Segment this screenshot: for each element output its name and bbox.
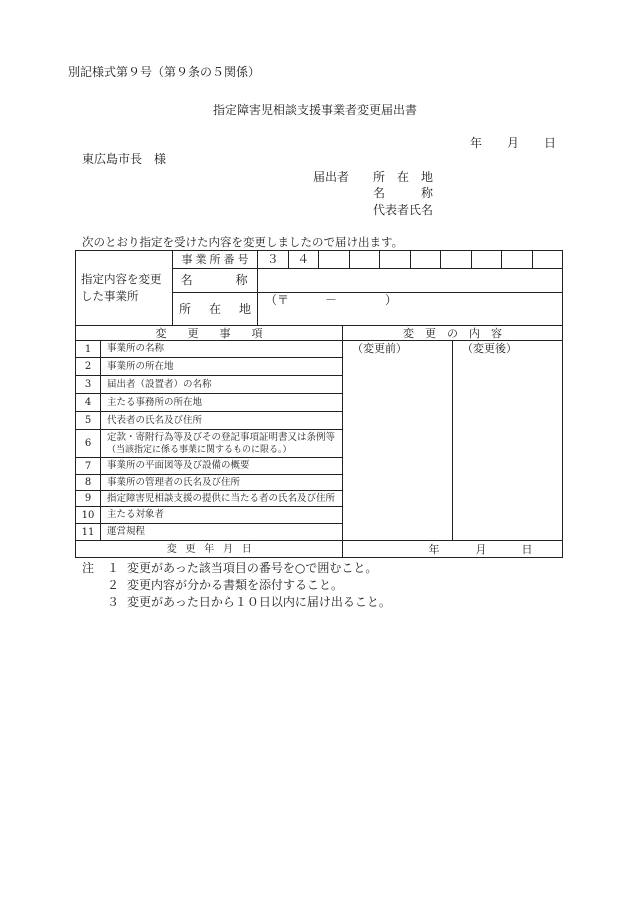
item-label-cell [101,430,343,458]
content-header: 変 更 の 内 容 [343,326,563,341]
after-change-cell [453,341,563,541]
note-text: 変更内容が分かる書類を添付すること。 [127,578,344,592]
item-number: 6 [76,430,101,458]
office-number-digit: ４ [289,251,320,269]
note-number: ３ [107,595,120,609]
item-label: 事業所の名称 [101,341,343,358]
after-change-label: （変更後） [462,342,517,355]
office-address-label: 所 在 地 [173,293,258,326]
change-date-month: 月 [475,543,487,556]
note-number: ２ [107,578,120,592]
office-number-digit-empty [472,251,503,269]
office-number-digit-empty [380,251,411,269]
office-number-digit-empty [533,251,564,269]
before-change-label: （変更前） [352,342,407,355]
item-label: 事業所の平面図等及び設備の概要 [101,458,343,475]
items-header: 変 更 事 項 [76,326,343,341]
postal-code-template: （〒 － ） [265,293,398,307]
office-number-digit: ３ [258,251,289,269]
submission-date-month: 月 [507,136,520,150]
submission-date-year: 年 [470,136,483,150]
item-label: 指定障害児相談支援の提供に当たる者の氏名及び住所 [101,491,343,507]
office-number-digit-empty [411,251,442,269]
notes-prefix: 注 [82,561,95,575]
item-label: 主たる事務所の所在地 [101,394,343,412]
change-date-label: 変 更 年 月 日 [76,541,343,558]
item-number: 9 [76,491,101,507]
item-label: 代表者の氏名及び住所 [101,412,343,430]
intro-text: 次のとおり指定を受けた内容を変更しましたので届け出ます。 [82,235,404,249]
item-number: 4 [76,394,101,412]
changed-office-label-cell [76,251,173,326]
applicant-name-label: 名 称 [373,186,434,200]
item-label: 運営規程 [101,524,343,541]
applicant-label: 届出者 [313,170,350,184]
note-text: 変更があった日から１０日以内に届け出ること。 [127,595,391,609]
submission-date [470,136,560,150]
item-number: 5 [76,412,101,430]
office-number-label: 事業所番号 [173,251,258,269]
note-text: 変更があった該当項目の番号を○で囲むこと。 [127,561,378,575]
item-number: 10 [76,507,101,524]
applicant-representative-label: 代表者氏名 [373,203,434,217]
item-number: 8 [76,475,101,491]
submission-date-day: 日 [544,136,557,150]
office-name-value [258,269,563,293]
change-items-table [75,326,563,558]
item-number: 11 [76,524,101,541]
item-number: 2 [76,358,101,376]
changed-office-label: 指定内容を変更した事業所 [81,272,162,303]
item-label-note: （当該指定に係る事業に関するものに限る。） [107,444,292,455]
item-label: 主たる対象者 [101,507,343,524]
item-label: 事業所の管理者の氏名及び住所 [101,475,343,491]
office-number-digit-empty [319,251,350,269]
item-number: 7 [76,458,101,475]
document-title: 指定障害児相談支援事業者変更届出書 [212,103,417,117]
addressee: 東広島市長 様 [82,152,167,166]
applicant-address-label: 所 在 地 [373,170,434,184]
note-number: １ [107,561,120,575]
office-number-digit-empty [441,251,472,269]
office-number-digit-empty [502,251,533,269]
change-date-year: 年 [428,543,440,556]
office-info-table [75,250,563,326]
office-name-label: 名 称 [173,269,258,293]
office-address-value [258,293,563,326]
change-date-day: 日 [521,543,533,556]
item-label: 定款・寄附行為等及びその登記事項証明書又は条例等 [107,431,336,443]
change-date-value [343,541,563,558]
form-reference: 別記様式第９号（第９条の５関係） [68,65,261,79]
item-number: 1 [76,341,101,358]
office-number-digit-empty [350,251,381,269]
item-label: 事業所の所在地 [101,358,343,376]
item-number: 3 [76,376,101,394]
before-change-cell [343,341,453,541]
item-label: 届出者（設置者）の名称 [101,376,343,394]
